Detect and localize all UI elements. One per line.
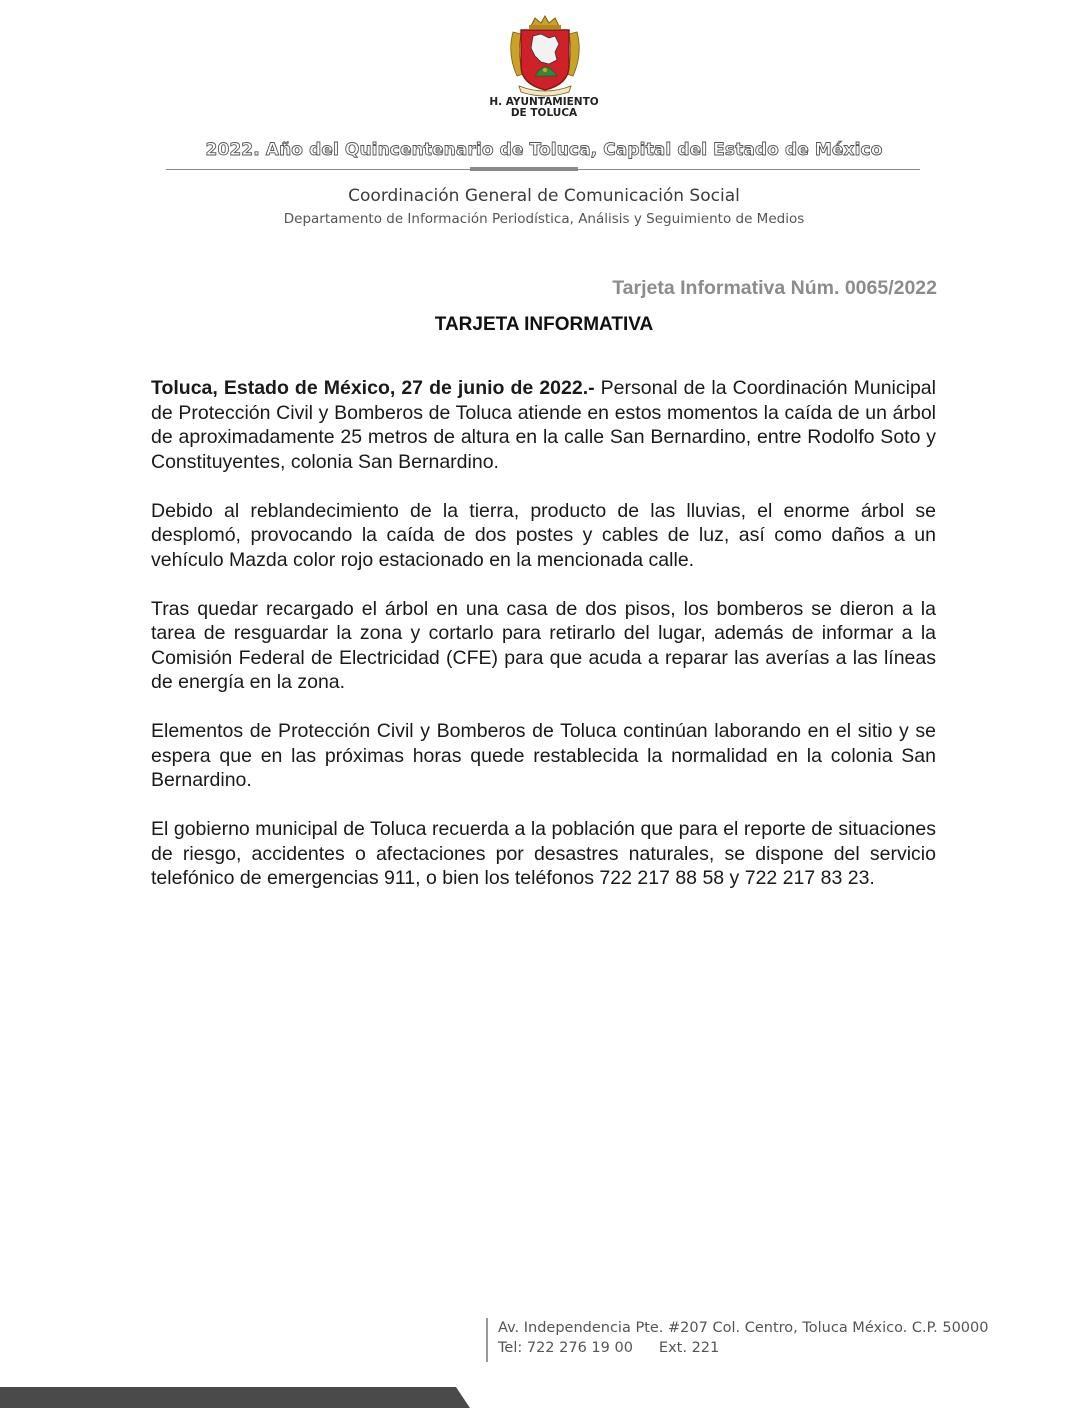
header-divider-accent xyxy=(470,167,578,171)
coordination-title: Coordinación General de Comunicación Social xyxy=(348,186,740,206)
paragraph xyxy=(151,376,936,474)
toluca-coat-of-arms-logo xyxy=(505,14,585,98)
paragraph: El gobierno municipal de Toluca recuerda a la población que para el reporte de situaciones de riesgo, accidentes o afectaciones por desastres naturales, se dispone del servicio telefónico de emergencias 911, o bien los teléfonos 722 217 88 58 y 722 217 83 23. xyxy=(151,818,936,889)
bottom-decorative-band xyxy=(0,1387,470,1408)
footer-phone: Tel: 722 276 19 00 xyxy=(498,1340,633,1356)
footer-extension: Ext. 221 xyxy=(658,1340,720,1356)
department-title: Departamento de Información Periodística, Análisis y Seguimiento de Medios xyxy=(283,211,805,227)
footer-address: Av. Independencia Pte. #207 Col. Centro, Toluca México. C.P. 50000 xyxy=(498,1320,989,1336)
paragraph: Elementos de Protección Civil y Bomberos de Toluca continúan laborando en el sitio y se espera que en las próximas horas quede restablecida la normalidad en la colonia San Bernardino. xyxy=(151,720,936,791)
logo-caption xyxy=(464,97,624,119)
logo-caption-line1: H. AYUNTAMIENTO xyxy=(489,96,599,108)
paragraph: Tras quedar recargado el árbol en una casa de dos pisos, los bomberos se dieron a la tarea de resguardar la zona y cortarlo para retirarlo del lugar, además de informar a la Comisión Federal de Electricidad (CFE) para que acuda a reparar las averías a las líneas de energía en la zona. xyxy=(151,597,936,693)
paragraph-text: Personal de la Coordinación Municipal de Protección Civil y Bomberos de Toluca atiende en estos momentos la caída de un árbol de aproximadamente 25 metros de altura en la calle San Bernardino, entre Rodolfo Soto y Constituyentes, colonia San Bernardino. xyxy=(151,377,936,473)
footer-contact xyxy=(498,1340,719,1356)
document-body xyxy=(151,376,936,915)
document-heading: TARJETA INFORMATIVA xyxy=(434,314,654,335)
card-number: Tarjeta Informativa Núm. 0065/2022 xyxy=(612,277,937,299)
logo-caption-line2: DE TOLUCA xyxy=(510,107,578,119)
dateline: Toluca, Estado de México, 27 de junio de 2022.- xyxy=(151,377,595,399)
year-banner: 2022. Año del Quincentenario de Toluca, Capital del Estado de México xyxy=(205,140,883,160)
paragraph: Debido al reblandecimiento de la tierra, producto de las lluvias, el enorme árbol se desplomó, provocando la caída de dos postes y cables de luz, así como daños a un vehículo Mazda color rojo estacionado en la mencionada calle. xyxy=(151,499,936,571)
footer-divider xyxy=(486,1318,488,1362)
